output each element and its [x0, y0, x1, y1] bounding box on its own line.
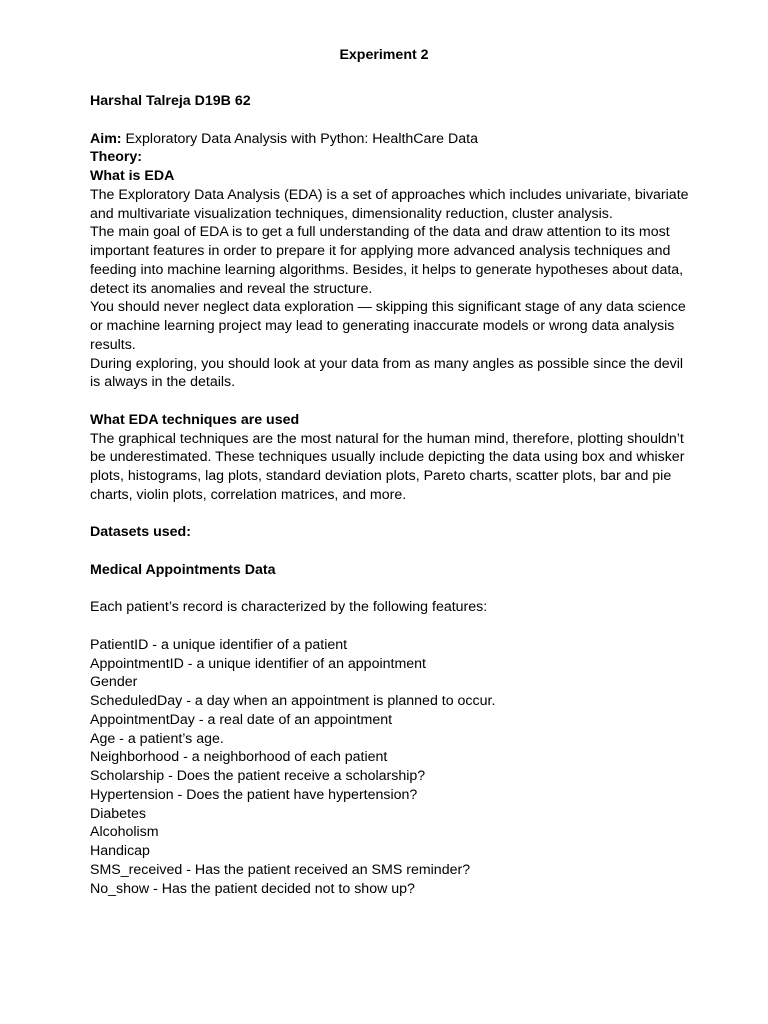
feature-item: Age - a patient’s age.: [90, 730, 224, 747]
feature-item: SMS_received - Has the patient received an SMS reminder?: [90, 861, 471, 878]
feature-item: AppointmentDay - a real date of an appointment: [90, 711, 393, 728]
feature-item: Alcoholism: [90, 824, 159, 841]
features-intro: Each patient’s record is characterized by the following features:: [90, 599, 488, 616]
spacer: [90, 392, 690, 411]
feature-item: Scholarship - Does the patient receive a scholarship?: [90, 768, 426, 784]
feature-item: ScheduledDay - a day when an appointment is planned to occur.: [90, 693, 496, 709]
eda-paragraph: During exploring, you should look at your data from as many angles as possible since the devil is always in the details.: [90, 355, 684, 391]
spacer: [90, 542, 690, 561]
techniques-paragraph: The graphical techniques are the most natural for the human mind, therefore, plotting shouldn’t be underestimated. These techniques usually include depicting the data using box and whisker plots, histograms, lag plots, standard deviation plots, Pareto charts, scatter plots, bar and pie charts, violin plots, correlation matrices, and more.: [90, 430, 685, 503]
eda-paragraph: The main goal of EDA is to get a full understanding of the data and draw attention to its most important features in order to prepare it for applying more advanced analysis techniques and feeding into machine learning algorithms. Besides, it helps to generate hypotheses about data, detect its anomalies and reveal the structure.: [90, 224, 684, 297]
feature-item: No_show - Has the patient decided not to show up?: [90, 880, 415, 897]
spacer: [90, 580, 690, 599]
spacer: [90, 617, 690, 636]
page-title: Experiment 2: [339, 47, 429, 63]
eda-paragraph: The Exploratory Data Analysis (EDA) is a set of approaches which includes univariate, bivariate and multivariate visualization techniques, dimensionality reduction, cluster analysis.: [90, 186, 689, 222]
feature-item: PatientID - a unique identifier of a patient: [90, 636, 348, 653]
eda-paragraph: You should never neglect data exploration — skipping this significant stage of any data science or machine learning project may lead to generating inaccurate models or wrong data analysis results.: [90, 299, 686, 353]
aim-text: Exploratory Data Analysis with Python: HealthCare Data: [121, 130, 478, 147]
feature-item: Hypertension - Does the patient have hypertension?: [90, 786, 418, 803]
aim-label: Aim:: [90, 130, 122, 147]
datasets-heading: Datasets used:: [90, 524, 191, 541]
feature-item: Gender: [90, 674, 138, 691]
techniques-heading: What EDA techniques are used: [90, 411, 300, 428]
feature-item: Handicap: [90, 843, 150, 859]
aim-line: [90, 130, 690, 149]
features-list: [90, 636, 690, 899]
dataset-name: Medical Appointments Data: [90, 561, 276, 578]
spacer: [90, 111, 690, 130]
spacer: [90, 505, 690, 524]
what-is-eda-heading: What is EDA: [90, 168, 175, 184]
theory-heading: Theory:: [90, 149, 143, 166]
feature-item: AppointmentID - a unique identifier of an appointment: [90, 655, 426, 672]
feature-item: Neighborhood - a neighborhood of each patient: [90, 749, 388, 766]
feature-item: Diabetes: [90, 805, 146, 822]
author-line: Harshal Talreja D19B 62: [90, 93, 251, 109]
document-body: [90, 92, 690, 898]
